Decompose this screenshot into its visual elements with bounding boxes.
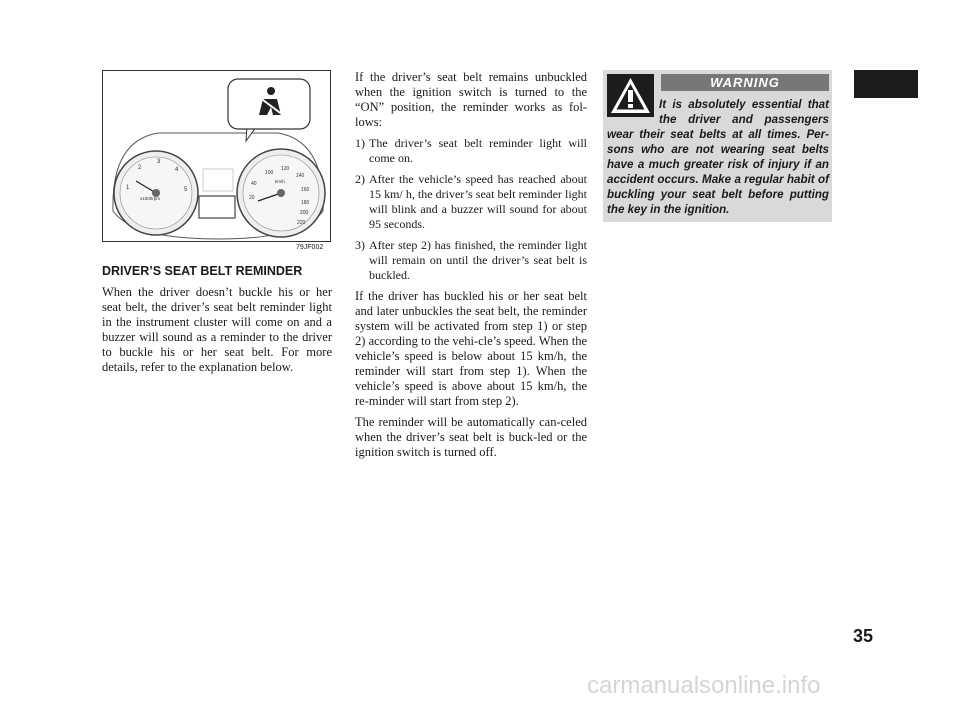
svg-text:40: 40 [251,181,257,187]
left-column [102,264,332,381]
warning-text: It is absolutely essential that the driver and passengers wear their seat belts at all times. Per-sons who are not wearing seat belts have a much greater risk of injury if an accident occurs. Make a regular habit of buckling your seat belt before putting the key in the ignition. [607,98,829,216]
svg-text:100: 100 [265,170,274,176]
svg-text:x1000rpm: x1000rpm [140,196,161,201]
svg-text:140: 140 [296,173,305,179]
svg-text:km/h: km/h [275,179,285,184]
warning-title: WARNING [661,74,829,91]
step-item [355,238,587,283]
svg-text:200: 200 [300,210,309,216]
warning-text-wrap [607,97,829,217]
icon-spacer [607,97,659,125]
intro-paragraph: When the driver doesn’t buckle his or her seat belt, the driver’s seat belt reminder light in the instrument cluster will come on and a buzzer will sound as a reminder to the driver to buckle his or her seat belt. For more details, refer to the explanation below. [102,285,332,374]
step-text: After the vehicle’s speed has reached about 15 km/ h, the driver’s seat belt reminder light will blink and a buzzer will sound for about 95 seconds. [369,172,587,231]
figure-code: 79JF002 [296,244,324,251]
page-number: 35 [853,626,874,646]
lead-paragraph: If the driver’s seat belt remains unbuckled when the ignition switch is turned to the “ON” position, the reminder works as fol-lows: [355,70,587,129]
svg-text:5: 5 [184,187,188,193]
svg-text:160: 160 [301,187,310,193]
section-heading: DRIVER’S SEAT BELT REMINDER [102,264,303,278]
step-number: 1) [355,136,365,150]
section-tab [854,70,918,98]
svg-text:3: 3 [157,159,161,165]
step-text: The driver’s seat belt reminder light will come on. [369,136,587,165]
cancel-paragraph: The reminder will be automatically can-celed when the driver’s seat belt is buck-led or the ignition switch is turned off. [355,415,587,459]
step-number: 3) [355,238,365,252]
watermark: carmanualsonline.info [587,672,821,699]
svg-text:4: 4 [175,167,179,173]
instrument-cluster-figure [102,70,331,242]
reactivation-paragraph: If the driver has buckled his or her seat belt and later unbuckles the seat belt, the reminder system will be activated from step 1) or step 2) according to the vehi-cle’s speed. When the vehicle’s speed is below about 15 km/h, the reminder will start from step 1). When the vehicle’s speed is above about 15 km/h, the re-minder will start from step 2). [355,289,587,408]
step-text: After step 2) has finished, the reminder light will remain on until the driver’s seat belt is buckled. [369,238,587,282]
step-item [355,172,587,232]
middle-column [355,70,587,466]
svg-text:1: 1 [126,185,130,191]
warning-box [603,70,832,222]
svg-text:120: 120 [281,166,290,172]
svg-text:2: 2 [138,165,142,171]
svg-text:180: 180 [301,200,310,206]
step-item [355,136,587,166]
svg-text:20: 20 [249,195,255,201]
step-number: 2) [355,172,365,186]
svg-text:220: 220 [297,220,306,226]
